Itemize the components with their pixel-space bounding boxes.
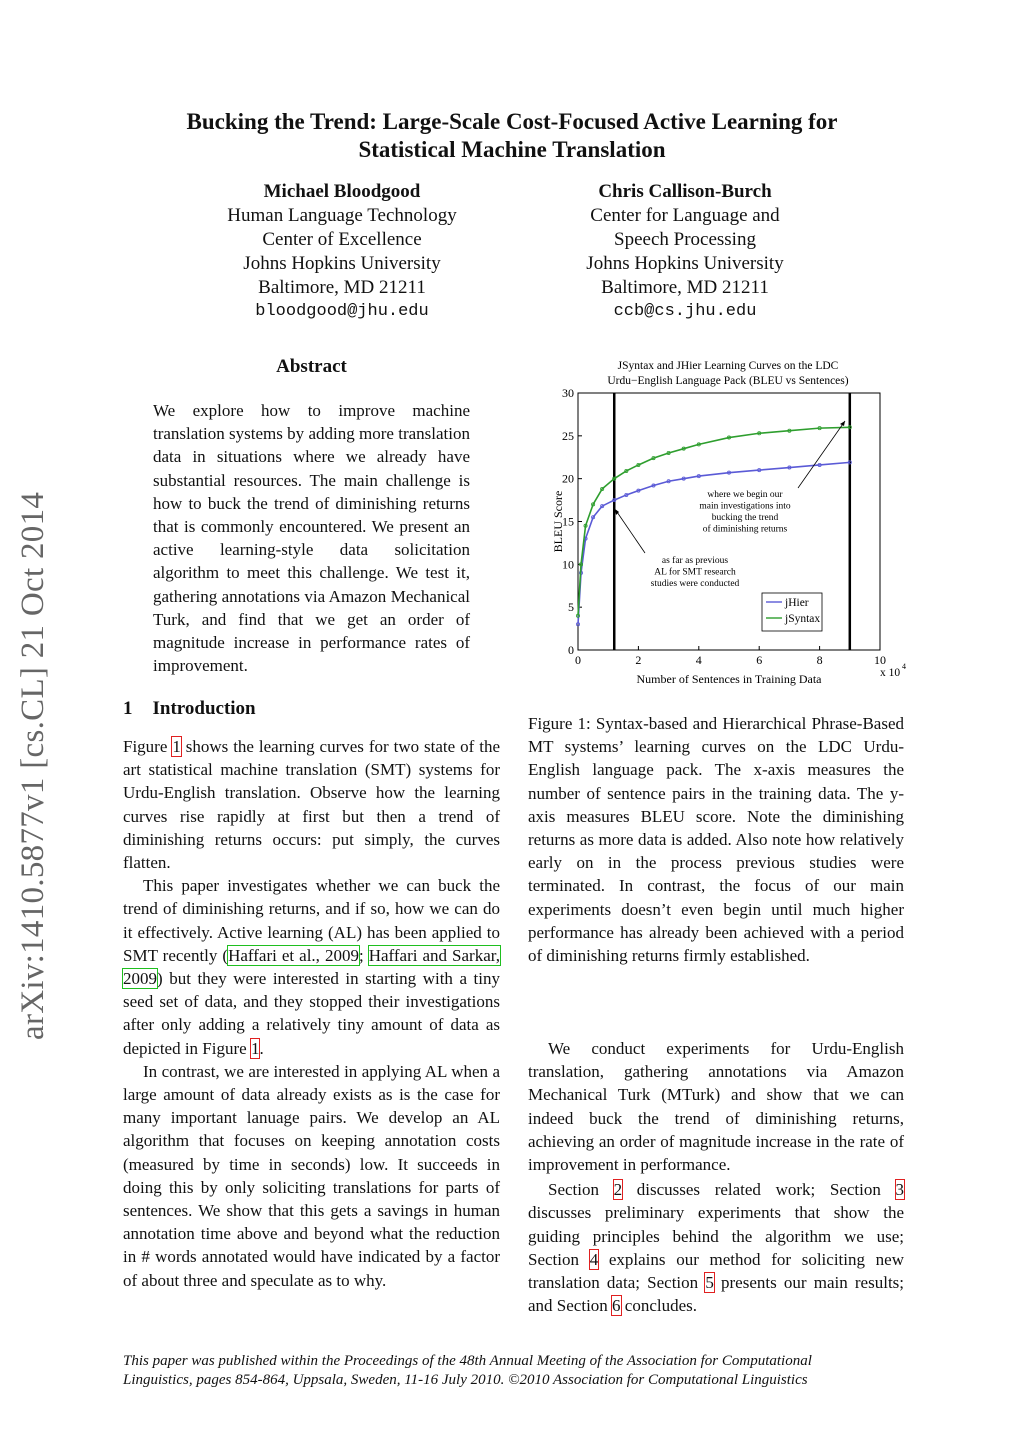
y-tick-label: 15 [562, 514, 574, 529]
section-reference-link[interactable]: 6 [612, 1296, 621, 1316]
author-affiliation: Speech Processing [614, 229, 756, 250]
author-address: Baltimore, MD 21211 [601, 277, 769, 298]
annotation-text-previous-studies: AL for SMT research [654, 567, 736, 578]
intro-paragraph-2: This paper investigates whether we can buck the trend of diminishing returns, and if so, how we can do it effectively. Active learning (AL) has been applied to SMT recently (Haffari et al., 2009; Haffari and Sarkar, 2009) but they were interested in starting with a tiny seed set of data, and they stopped their investigations after only adding a relatively tiny amount of data as depicted in Figure 1. [123, 876, 500, 1058]
section-heading-introduction [123, 698, 256, 720]
x-tick-label: 6 [756, 653, 763, 667]
citation-link[interactable]: Haffari et al., 2009 [228, 945, 359, 965]
figure-1-chart [540, 355, 910, 695]
y-tick-label: 20 [562, 471, 574, 486]
author-block-1 [162, 180, 522, 324]
x-multiplier-exponent: 4 [902, 662, 906, 671]
annotation-arrow [798, 421, 845, 488]
author-affiliation: Human Language Technology [227, 205, 457, 226]
section-reference-link[interactable]: 2 [613, 1180, 623, 1200]
x-tick-label: 0 [575, 653, 581, 667]
chart-title-line-1: JSyntax and JHier Learning Curves on the LDC [617, 360, 839, 372]
intro-body [123, 735, 500, 1292]
right-column-body [528, 1037, 904, 1317]
legend-label-jsyntax: jSyntax [785, 613, 821, 625]
annotation-text-main-investigations: where we begin our [707, 490, 783, 500]
annotation-text-previous-studies: as far as previous [661, 556, 729, 566]
publication-footnote: This paper was published within the Proceedings of the 48th Annual Meeting of the Association for Computational Linguistics, pages 854-864, Uppsala, Sweden, 11-16 July 2010. ©2010 Association for Computational Linguistics [123, 1353, 812, 1388]
paper-title [120, 108, 904, 164]
body-paragraph-sections: Section 2 discusses related work; Section 3 discusses preliminary experiments that show the guiding principles behind the algorithm we use; Section 4 explains our method for soliciting new translation data; Section 5 presents our main results; and Section 6 concludes. [528, 1180, 905, 1316]
annotation-text-main-investigations: main investigations into [699, 501, 791, 512]
y-axis-label: BLEU Score [551, 490, 565, 553]
arxiv-identifier: arXiv:1410.5877v1 [cs.CL] 21 Oct 2014 [15, 491, 51, 1040]
author-email[interactable]: bloodgood@jhu.edu [255, 302, 429, 321]
section-reference-link[interactable]: 3 [895, 1180, 904, 1200]
y-tick-label: 0 [568, 643, 574, 657]
intro-paragraph-1: Figure 1 shows the learning curves for two state of the art statistical machine translation (SMT) systems for Urdu-English translation. Observe how the learning curves rise rapidly at first but then a trend of diminishing returns occurs: put simply, the curves flatten. [123, 737, 500, 873]
x-tick-label: 4 [695, 653, 702, 667]
abstract-text [153, 399, 470, 677]
section-number: 1 [123, 698, 133, 719]
section-title: Introduction [152, 698, 256, 719]
x-multiplier-label: x 10 [880, 667, 901, 679]
figure-caption-text: Figure 1: Syntax-based and Hierarchical Phrase-Based MT systems’ learning curves on the LDC Urdu-English language pack. The x-axis measures the number of sentence pairs in the training data. The y-axis measures BLEU score. Note the diminishing returns as more data is added. Also note how relatively early on in the process previous studies were terminated. In contrast, the focus of our main experiments doesn’t even begin until much higher performance has already been achieved with a period of diminishing returns firmly established. [528, 714, 904, 966]
figure-reference-link[interactable]: 1 [250, 1038, 260, 1058]
author-email[interactable]: ccb@cs.jhu.edu [613, 302, 757, 321]
y-tick-label: 10 [562, 557, 574, 572]
x-axis-label: Number of Sentences in Training Data [636, 672, 822, 686]
annotation-text-previous-studies: studies were conducted [650, 579, 740, 589]
author-name: Michael Bloodgood [263, 181, 421, 202]
y-tick-label: 25 [562, 428, 574, 443]
abstract-paragraph: We explore how to improve machine translation systems by adding more translation data in situations where we already have substantial resources. The main challenge is how to buck the trend of diminishing returns that is commonly encountered. We present an active learning-style data solicitation algorithm to meet this challenge. We test it, gathering annotations via Amazon Mechanical Turk, and find that we get an order of magnitude increase in performance rates of improvement. [153, 401, 470, 676]
author-address: Baltimore, MD 21211 [258, 277, 426, 298]
annotation-text-main-investigations: bucking the trend [711, 513, 779, 523]
chart-title-line-2: Urdu−English Language Pack (BLEU vs Sentences) [607, 375, 849, 387]
section-reference-link[interactable]: 4 [589, 1249, 599, 1269]
annotation-arrowhead [840, 421, 845, 426]
abstract-heading: Abstract [276, 356, 347, 377]
figure-caption [528, 712, 904, 967]
figure-reference-link[interactable]: 1 [172, 737, 181, 756]
author-affiliation: Center for Language and [590, 205, 780, 226]
x-tick-label: 8 [816, 653, 823, 667]
y-tick-label: 30 [562, 386, 574, 400]
intro-paragraph-3: In contrast, we are interested in applying AL when a large amount of data already exists as is the case for many important lanuage pairs. We develop an AL algorithm that focuses on keeping annotation costs (measured by time in seconds) low. It succeeds in doing this by only soliciting translations for parts of sentences. We show that this gets a savings in human annotation time above and beyond what the reduction in # words annotated would have indicated by a factor of about three and speculate as to why. [123, 1061, 500, 1290]
author-affiliation: Center of Excellence [262, 229, 422, 250]
legend-label-jhier: jHier [785, 597, 809, 609]
author-name: Chris Callison-Burch [598, 181, 772, 202]
author-block-2 [505, 180, 865, 324]
author-affiliation: Johns Hopkins University [243, 253, 441, 274]
x-tick-label: 2 [635, 653, 642, 667]
annotation-arrow [617, 512, 645, 553]
body-paragraph: We conduct experiments for Urdu-English translation, gathering annotations via Amazon Mechanical Turk (MTurk) and show that we can indeed buck the trend of diminishing returns, achieving an order of magnitude increase in the rate of improvement in performance. [528, 1039, 904, 1175]
citation-link[interactable]: Haffari and Sarkar, 2009 [123, 945, 500, 989]
author-affiliation: Johns Hopkins University [586, 253, 784, 274]
title-line-1: Bucking the Trend: Large-Scale Cost-Focused Active Learning for [186, 109, 838, 134]
x-tick-label: 10 [874, 653, 886, 667]
learning-curve-chart [540, 355, 910, 695]
y-tick-label: 5 [568, 600, 574, 615]
section-reference-link[interactable]: 5 [705, 1273, 714, 1293]
title-line-2: Statistical Machine Translation [358, 137, 666, 162]
annotation-text-main-investigations: of diminishing returns [702, 524, 788, 535]
